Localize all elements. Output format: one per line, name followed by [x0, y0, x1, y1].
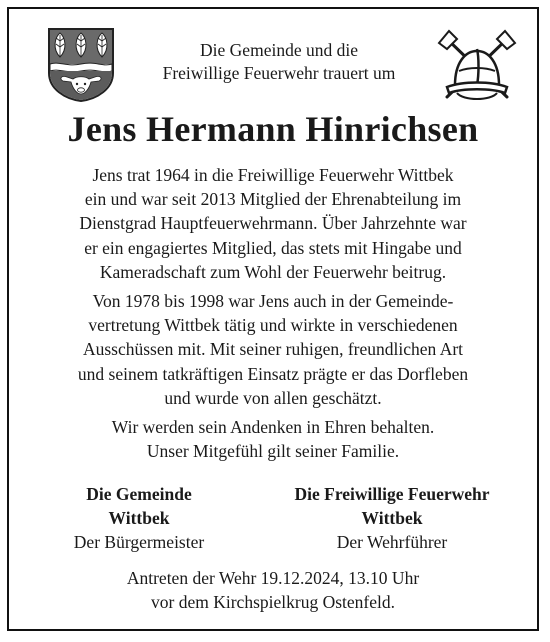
signature-municipality — [39, 482, 239, 554]
text-line: und seinem tatkräftigen Einsatz prägte er das Dorfleben — [77, 363, 469, 384]
text-line: vor dem Kirchspielkrug Ostenfeld. — [151, 592, 395, 612]
signature-org-line: Wittbek — [108, 508, 170, 528]
text-line: vertretung Wittbek tätig und wirkte in verschiedenen — [88, 315, 458, 336]
text-line: Wir werden sein Andenken in Ehren behalten. — [111, 417, 435, 437]
firefighter-helmet-icon — [435, 29, 519, 107]
text-line: Kameradschaft zum Wohl der Feuerwehr beitrug. — [99, 261, 447, 282]
assembly-notice — [29, 566, 517, 614]
signature-org-line: Die Gemeinde — [86, 484, 192, 504]
intro-line-2: Freiwillige Feuerwehr trauert um — [162, 63, 396, 83]
text-line: Antreten der Wehr 19.12.2024, 13.10 Uhr — [126, 568, 420, 588]
text-line: Ausschüssen mit. Mit seiner ruhigen, freundlichen Art — [82, 339, 464, 360]
text-line: er ein engagiertes Mitglied, das stets mit Hingabe und — [84, 237, 462, 258]
text-line: Unser Mitgefühl gilt seiner Familie. — [146, 441, 400, 462]
coat-of-arms-icon — [47, 27, 115, 103]
text-line: ein und war seit 2013 Mitglied der Ehrenabteilung im — [84, 189, 462, 210]
text-line: Dienstgrad Hauptfeuerwehrmann. Über Jahrzehnte war — [79, 213, 467, 234]
intro-line-1: Die Gemeinde und die — [200, 40, 358, 60]
paragraph-condolence — [29, 415, 517, 463]
signature-fire-brigade — [254, 482, 530, 554]
paragraph-biography-council — [29, 289, 517, 410]
paragraph-biography-fire-brigade — [29, 163, 517, 284]
signature-org-line: Die Freiwillige Feuerwehr — [294, 484, 490, 504]
intro-text — [129, 39, 429, 85]
signature-role: Der Bürgermeister — [73, 532, 205, 552]
signature-org-line: Wittbek — [361, 508, 423, 528]
text-line: Von 1978 bis 1998 war Jens auch in der Gemeinde- — [92, 291, 454, 311]
text-line: Jens trat 1964 in die Freiwillige Feuerwehr Wittbek — [92, 165, 454, 185]
obituary-notice — [7, 7, 539, 631]
deceased-name: Jens Hermann Hinrichsen — [67, 109, 479, 149]
signature-role: Der Wehrführer — [336, 532, 448, 552]
text-line: und wurde von allen geschätzt. — [164, 387, 382, 408]
